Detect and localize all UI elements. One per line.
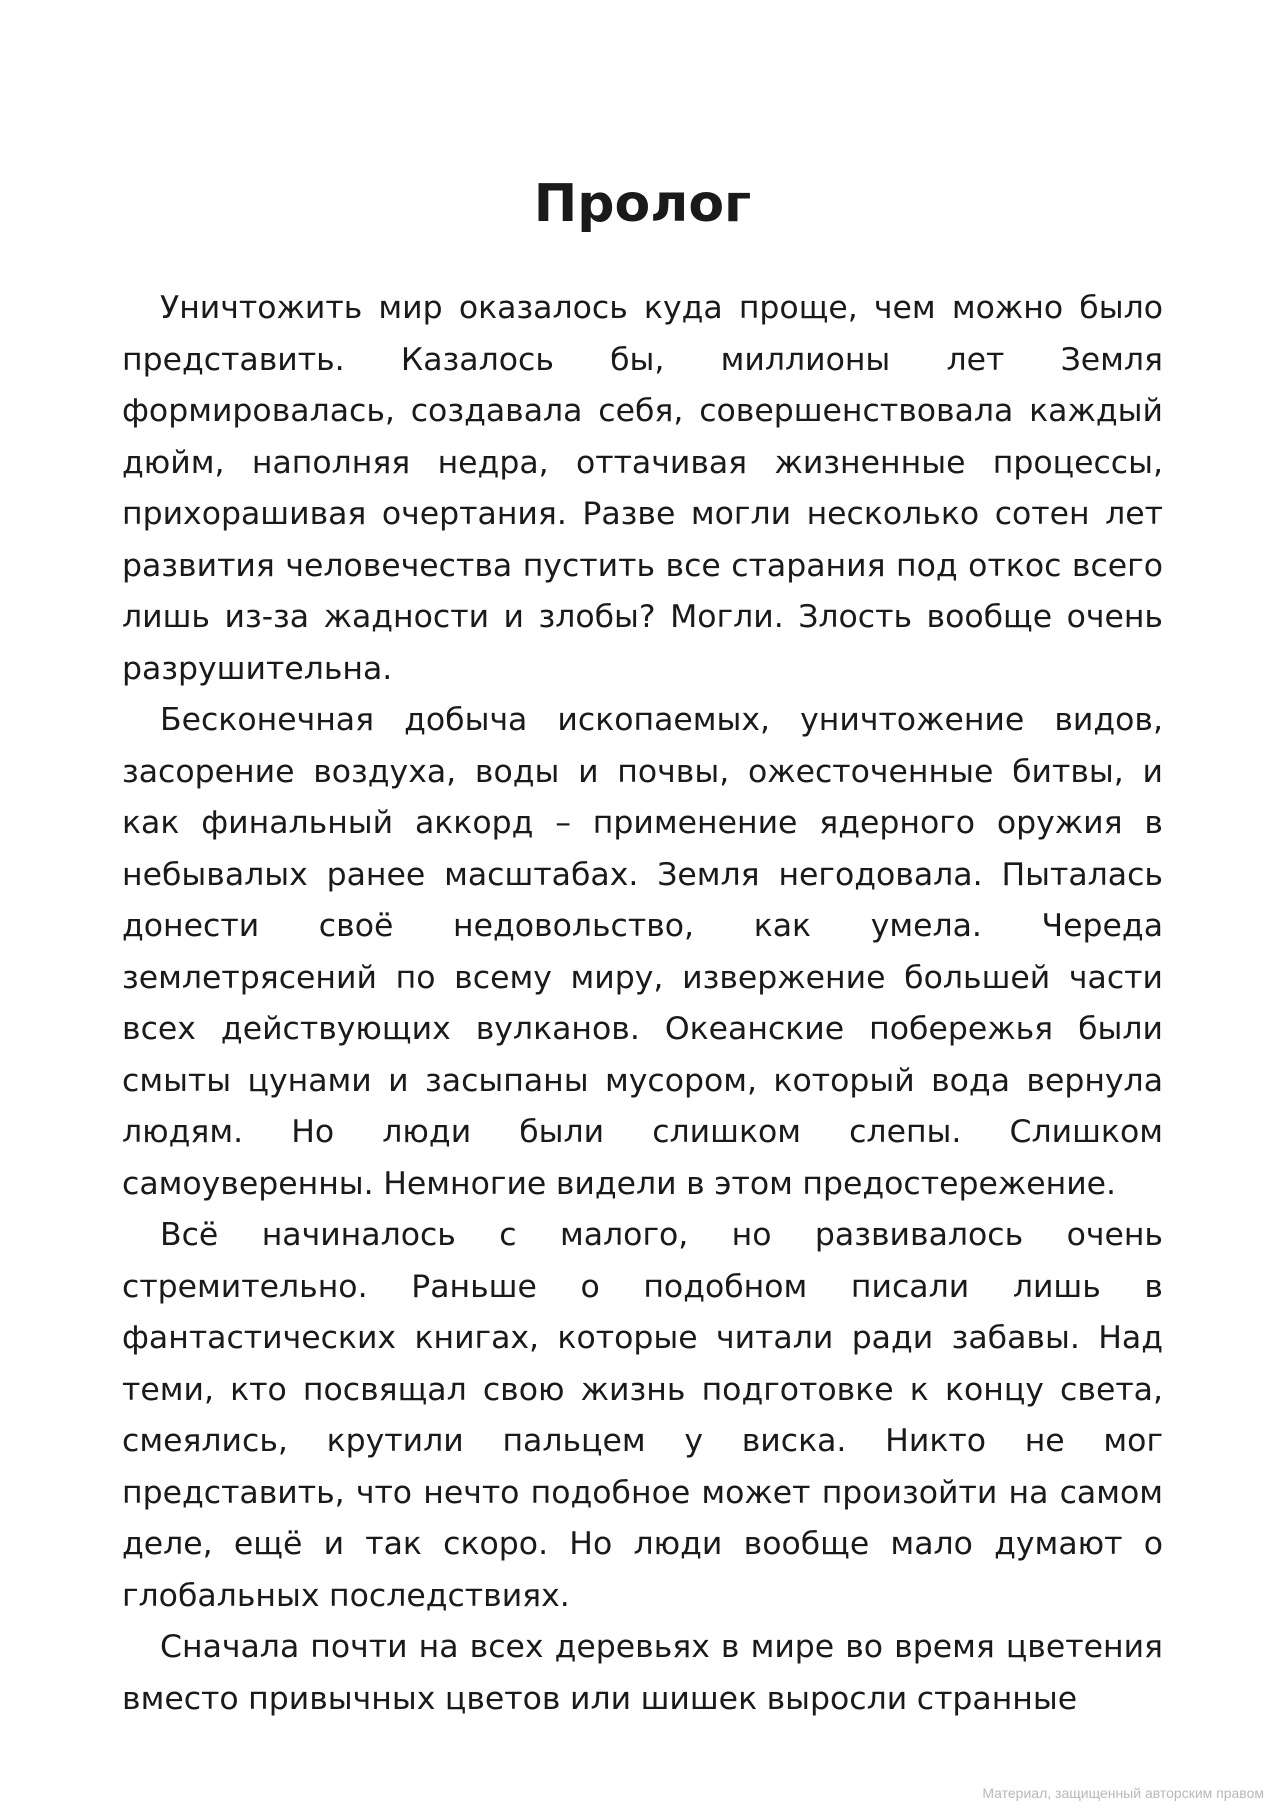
paragraph-2: Бесконечная добыча ископаемых, уничтожение видов, засорение воздуха, воды и почвы, ожесточенные битвы, и как финальный аккорд – применение ядерного оружия в небывалых ранее масштабах. Земля негодовала. Пыталась донести своё недовольство, как умела. Череда землетрясений по всему миру, извержение большей части всех действующих вулканов. Океанские побережья были смыты цунами и засыпаны мусором, который вода вернула людям. Но люди были слишком слепы. Слишком самоуверенны. Немногие видели в этом предостережение. (122, 702, 1163, 1202)
paragraph-4: Сначала почти на всех деревьях в мире во время цветения вместо привычных цветов или шишек выросли странные (122, 1629, 1163, 1717)
book-page (122, 0, 1163, 1813)
paragraph-1: Уничтожить мир оказалось куда проще, чем можно было представить. Казалось бы, миллионы лет Земля формировалась, создавала себя, совершенствовала каждый дюйм, наполняя недра, оттачивая жизненные процессы, прихорашивая очертания. Разве могли несколько сотен лет развития человечества пустить все старания под откос всего лишь из-за жадности и злобы? Могли. Злость вообще очень разрушительна. (122, 290, 1163, 687)
copyright-notice: Материал, защищенный авторским правом (982, 1785, 1264, 1801)
paragraph-3: Всё начиналось с малого, но развивалось очень стремительно. Раньше о подобном писали лишь в фантастических книгах, которые читали ради забавы. Над теми, кто посвящал свою жизнь подготовке к концу света, смеялись, крутили пальцем у виска. Никто не мог представить, что нечто подобное может произойти на самом деле, ещё и так скоро. Но люди вообще мало думают о глобальных последствиях. (122, 1217, 1163, 1614)
chapter-title: Пролог (533, 174, 752, 234)
body-text (122, 283, 1163, 1725)
